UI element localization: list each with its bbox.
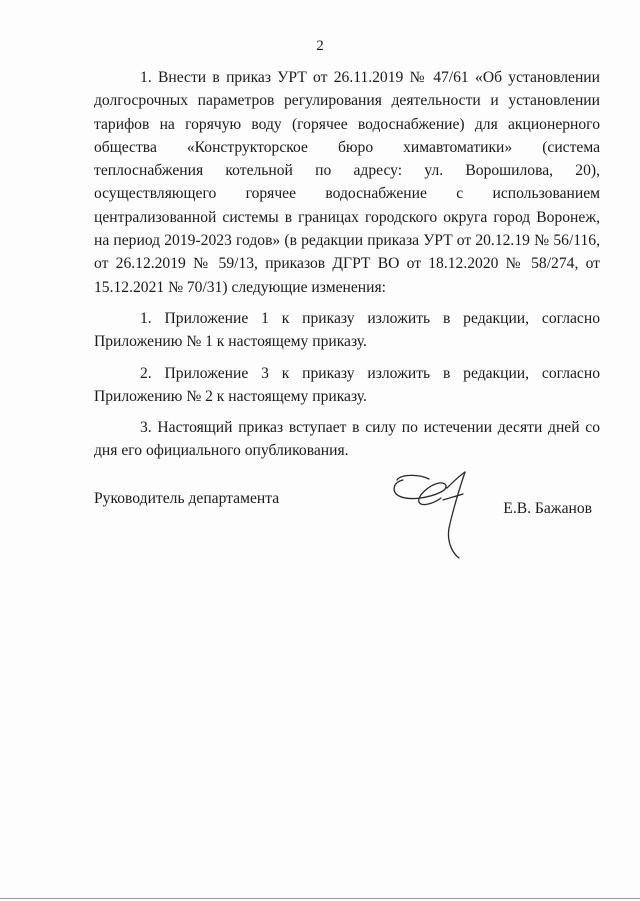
page-number: 2 [316,38,324,54]
paragraph-appendix-3: 2. Приложение 3 к приказу изложить в редакции, согласно Приложению № 2 к настоящему приказу. [94,364,600,405]
signatory-name: Е.В. Бажанов [503,500,592,517]
scan-edge-line [0,898,640,899]
handwritten-signature [389,470,485,562]
document-body [94,66,600,463]
paragraph-amendment: 1. Внести в приказ УРТ от 26.11.2019 № 47/61 «Об установлении долгосрочных параметров регулирования деятельности и установлении тарифов на горячую воду (горячее водоснабжение) для акционерного общества «Конструкторское бюро химавтоматики» (система теплоснабжения котельной по адресу: ул. Ворошилова, 20), осуществляющего горячее водоснабжение с использованием централизованной системы в границах городского округа город Воронеж, на период 2019-2023 годов» (в редакции приказа УРТ от 20.12.19 № 56/116, от 26.12.2019 № 59/13, приказов ДГРТ ВО от 18.12.2020 № 58/274, от 15.12.2021 № 70/31) следующие изменения: [94,69,600,296]
paragraph-effective-date: 3. Настоящий приказ вступает в силу по истечении десяти дней со дня его официального опубликования. [94,419,600,460]
signatory-position: Руководитель департамента [94,490,280,507]
signature-block [94,486,600,576]
paragraph-appendix-1: 1. Приложение 1 к приказу изложить в редакции, согласно Приложению № 1 к настоящему приказу. [94,309,600,351]
